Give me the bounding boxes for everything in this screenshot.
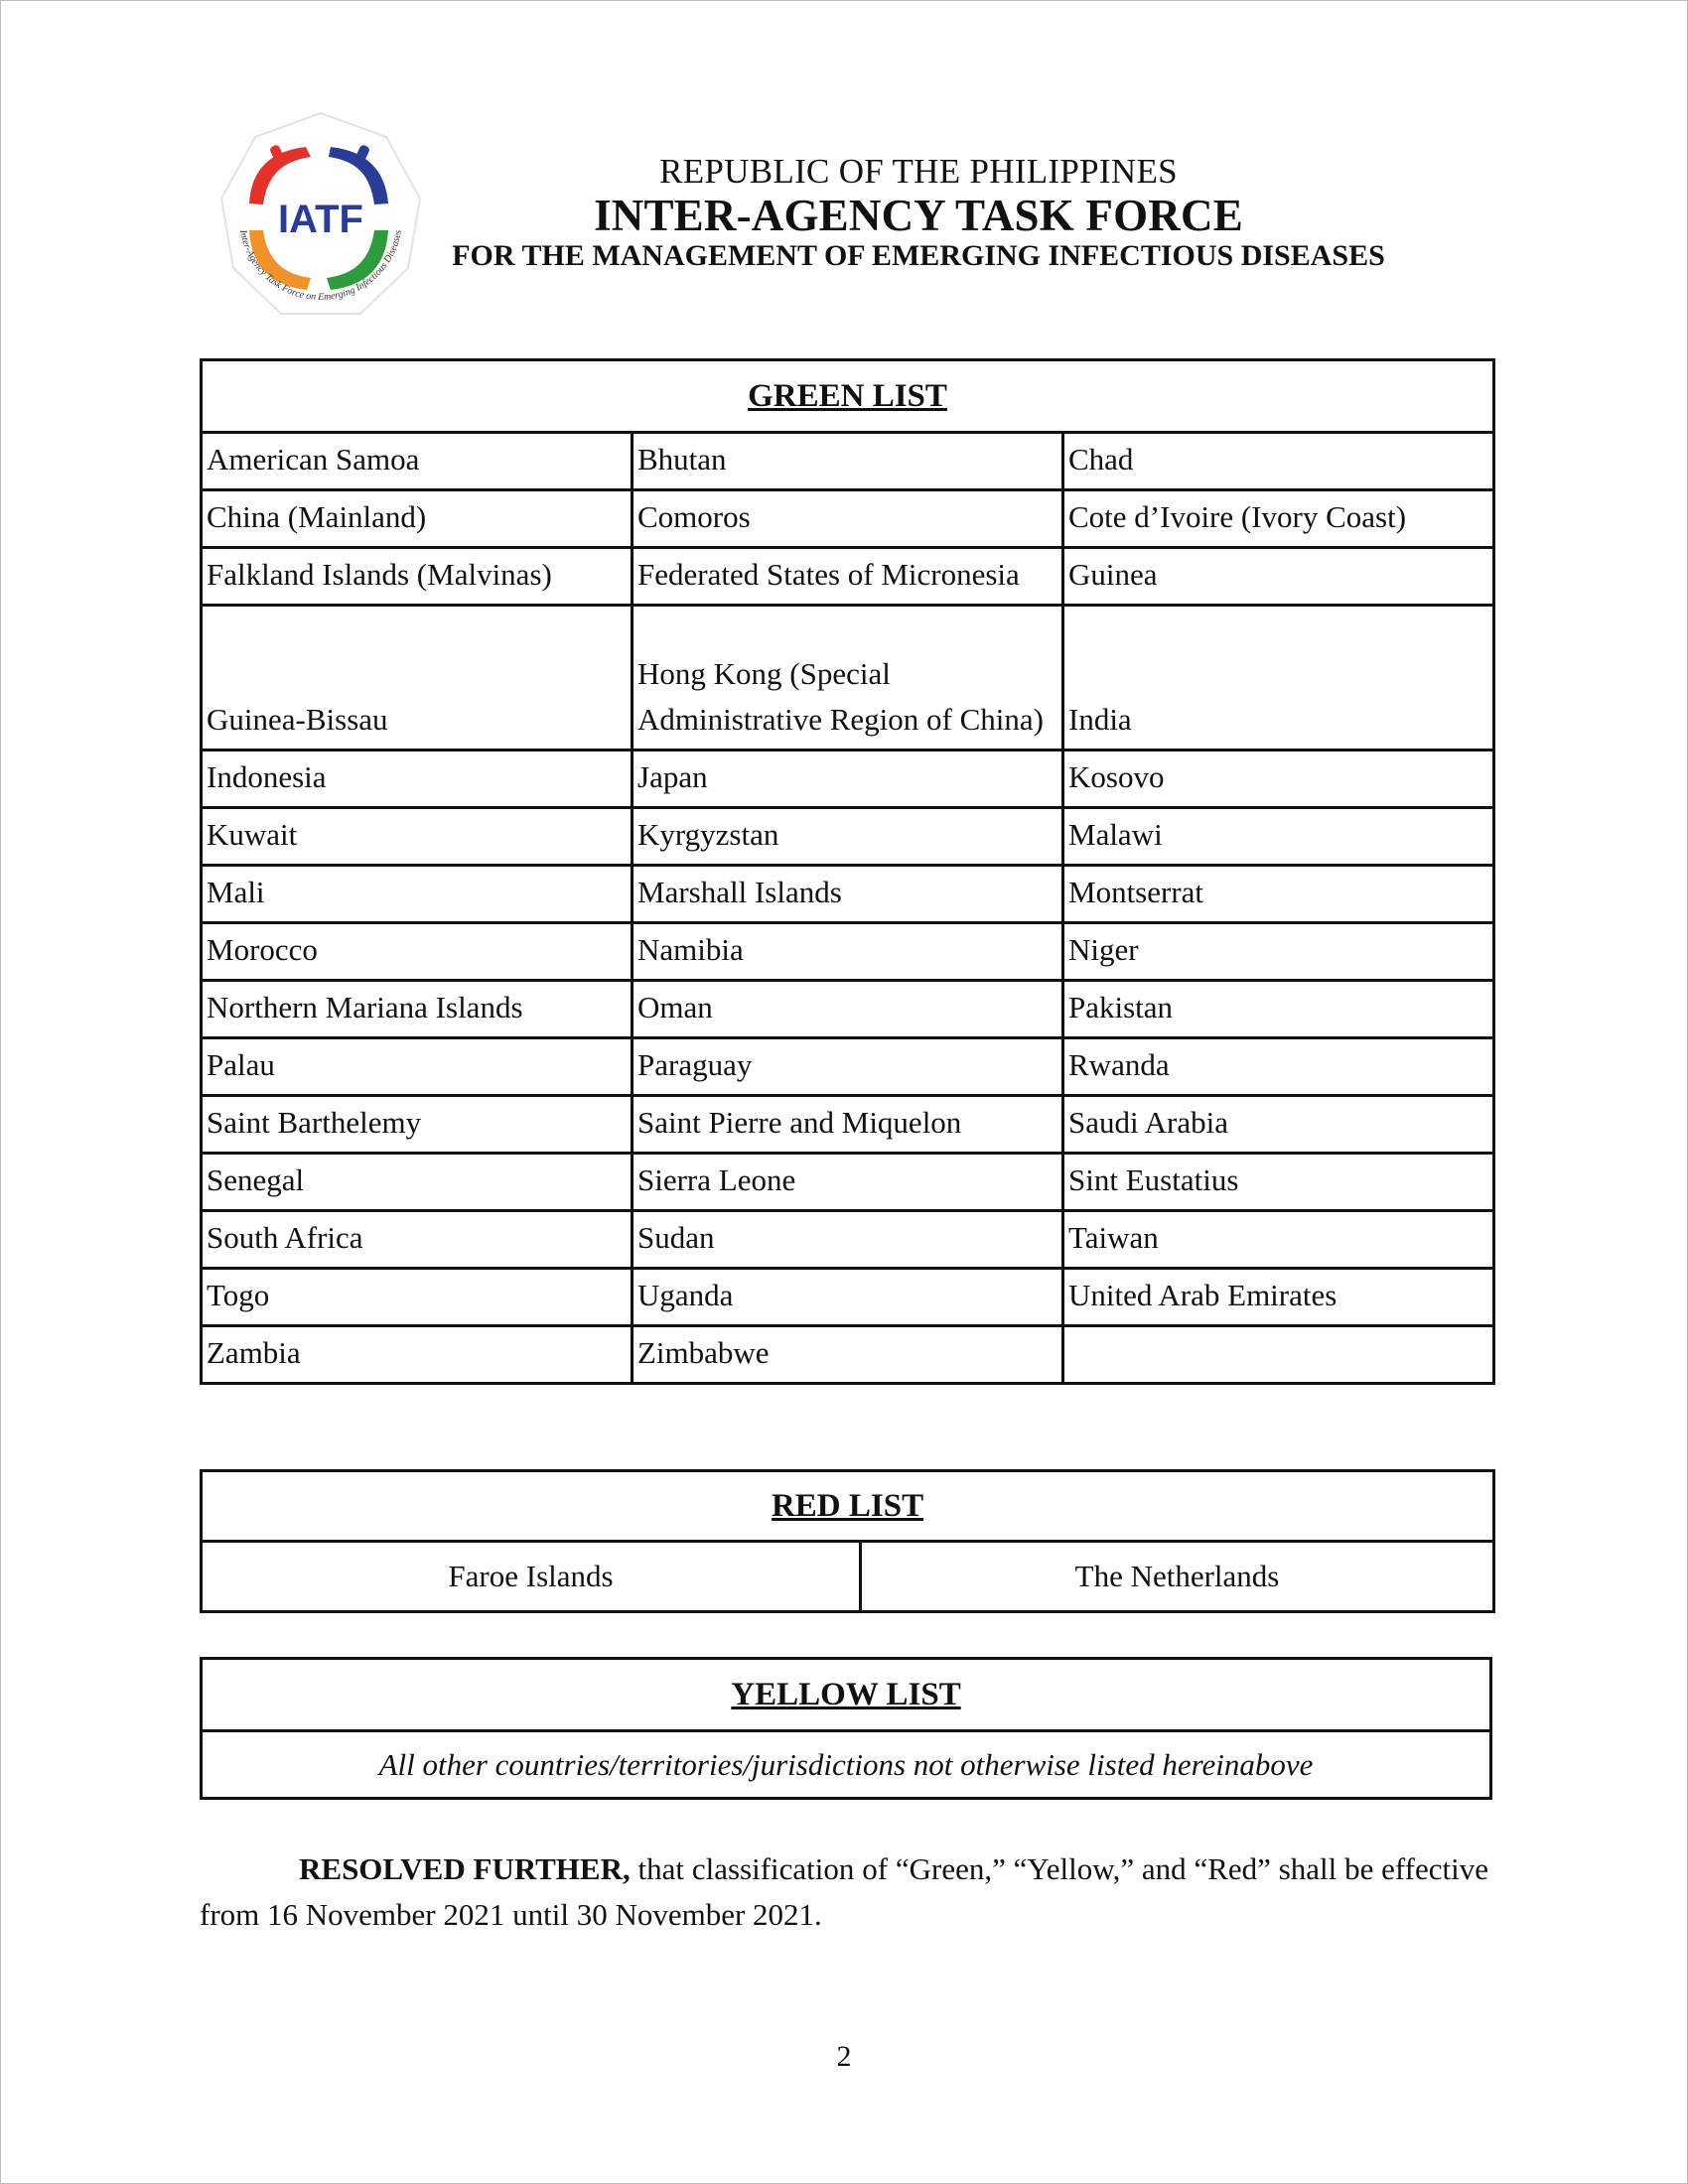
table-cell: American Samoa [202, 433, 633, 490]
table-cell: Sint Eustatius [1063, 1154, 1494, 1211]
table-cell: United Arab Emirates [1063, 1269, 1494, 1326]
table-cell: Kuwait [202, 808, 633, 866]
table-cell: Kyrgyzstan [633, 808, 1063, 866]
header-task-force: INTER-AGENCY TASK FORCE [594, 191, 1243, 240]
red-list-table [200, 1469, 1495, 1613]
table-cell: Namibia [633, 923, 1063, 981]
table-cell: Hong Kong (Special Administrative Region of China) [633, 606, 1063, 751]
resolution-lead: RESOLVED FURTHER, [299, 1851, 631, 1886]
table-cell: Northern Mariana Islands [202, 981, 633, 1038]
logo-ring-path: Inter-Agency Task Force on Emerging Infectious Diseases [236, 228, 405, 304]
table-cell: Malawi [1063, 808, 1494, 866]
table-cell: Falkland Islands (Malvinas) [202, 548, 633, 606]
table-cell: Chad [1063, 433, 1494, 490]
table-cell: Zambia [202, 1326, 633, 1384]
table-cell: Mali [202, 866, 633, 923]
logo-text: IATF [278, 198, 363, 241]
table-cell: Indonesia [202, 751, 633, 808]
table-cell: Morocco [202, 923, 633, 981]
header-subtitle: FOR THE MANAGEMENT OF EMERGING INFECTIOUS DISEASES [452, 239, 1385, 272]
table-cell: Marshall Islands [633, 866, 1063, 923]
table-cell: Saint Pierre and Miquelon [633, 1096, 1063, 1154]
red-list-title: RED LIST [202, 1471, 1494, 1542]
green-list-title: GREEN LIST [202, 360, 1494, 433]
table-cell: Japan [633, 751, 1063, 808]
table-cell: Kosovo [1063, 751, 1494, 808]
table-cell: Zimbabwe [633, 1326, 1063, 1384]
table-cell: Togo [202, 1269, 633, 1326]
table-cell: Paraguay [633, 1038, 1063, 1096]
table-cell: Saudi Arabia [1063, 1096, 1494, 1154]
table-cell: Bhutan [633, 433, 1063, 490]
green-list-table [200, 358, 1495, 1385]
table-cell: Rwanda [1063, 1038, 1494, 1096]
table-cell: Guinea [1063, 548, 1494, 606]
table-cell [1063, 1326, 1494, 1384]
table-cell: Oman [633, 981, 1063, 1038]
yellow-list-title: YELLOW LIST [202, 1659, 1491, 1731]
table-cell: Niger [1063, 923, 1494, 981]
table-cell: Cote d’Ivoire (Ivory Coast) [1063, 490, 1494, 548]
table-cell: Pakistan [1063, 981, 1494, 1038]
table-cell: Comoros [633, 490, 1063, 548]
table-cell: Faroe Islands [202, 1542, 861, 1612]
table-cell: Federated States of Micronesia [633, 548, 1063, 606]
table-cell: The Netherlands [861, 1542, 1494, 1612]
resolution-paragraph [200, 1846, 1488, 1938]
yellow-list-table [200, 1657, 1492, 1800]
document-header [397, 151, 1440, 274]
table-cell: Taiwan [1063, 1211, 1494, 1269]
resolution-text: that classification of “Green,” “Yellow,” and “Red” shall be effective from 16 November 2021 until 30 November 2021. [200, 1851, 1489, 1932]
table-cell: Montserrat [1063, 866, 1494, 923]
header-republic: REPUBLIC OF THE PHILIPPINES [659, 152, 1178, 191]
table-cell: Saint Barthelemy [202, 1096, 633, 1154]
table-cell: Uganda [633, 1269, 1063, 1326]
table-cell: China (Mainland) [202, 490, 633, 548]
yellow-list-note: All other countries/territories/jurisdictions not otherwise listed hereinabove [202, 1731, 1491, 1799]
table-cell: Sudan [633, 1211, 1063, 1269]
table-cell: Sierra Leone [633, 1154, 1063, 1211]
table-cell: Guinea-Bissau [202, 606, 633, 751]
page-number: 2 [836, 2040, 852, 2073]
table-cell: Palau [202, 1038, 633, 1096]
table-cell: Senegal [202, 1154, 633, 1211]
table-cell: South Africa [202, 1211, 633, 1269]
table-cell: India [1063, 606, 1494, 751]
